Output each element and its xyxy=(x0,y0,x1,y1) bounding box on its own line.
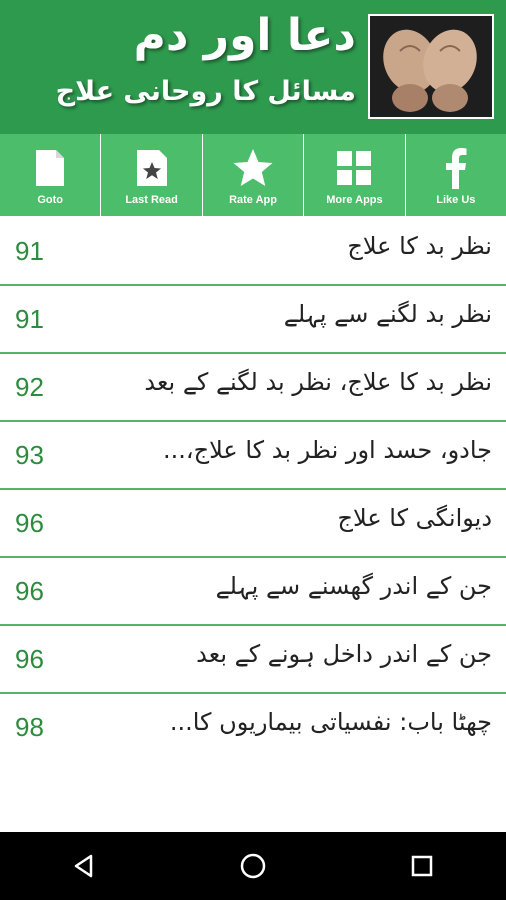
list-item[interactable] xyxy=(0,422,506,490)
rate-app-button[interactable] xyxy=(203,134,304,216)
app-header xyxy=(0,0,506,134)
list-item[interactable] xyxy=(0,218,506,286)
goto-label: Goto xyxy=(37,194,64,206)
chapter-list xyxy=(0,218,506,760)
toolbar xyxy=(0,134,506,216)
star-icon xyxy=(231,146,275,190)
like-us-label: Like Us xyxy=(436,194,476,206)
page-number: 96 xyxy=(15,576,44,606)
praying-hands-image xyxy=(368,14,494,119)
list-item[interactable] xyxy=(0,286,506,354)
home-icon xyxy=(239,852,267,880)
app-title: دعا اور دم xyxy=(133,10,356,61)
chapter-title: جادو، حسد اور نظر بد کا علاج،... xyxy=(162,436,492,464)
back-button[interactable] xyxy=(54,846,114,886)
chapter-title: نظر بد کا علاج xyxy=(347,232,492,260)
list-item[interactable] xyxy=(0,694,506,760)
goto-button[interactable] xyxy=(0,134,101,216)
document-icon xyxy=(28,146,72,190)
chapter-title: چھٹا باب: نفسیاتی بیماریوں کا... xyxy=(169,708,492,736)
chapter-title: نظر بد کا علاج، نظر بد لگنے کے بعد xyxy=(144,368,492,396)
system-nav-bar xyxy=(0,832,506,900)
page-number: 98 xyxy=(15,712,44,742)
list-item[interactable] xyxy=(0,490,506,558)
page-number: 96 xyxy=(15,508,44,538)
chapter-title: دیوانگی کا علاج xyxy=(337,504,492,532)
chapter-title: جن کے اندر گھسنے سے پہلے xyxy=(215,572,492,600)
app-subtitle: مسائل کا روحانی علاج xyxy=(55,76,356,107)
last-read-button[interactable] xyxy=(101,134,202,216)
recents-icon xyxy=(410,854,434,878)
grid-icon xyxy=(332,146,376,190)
page-number: 92 xyxy=(15,372,44,402)
chapter-title: جن کے اندر داخل ہونے کے بعد xyxy=(196,640,492,668)
like-us-button[interactable] xyxy=(406,134,506,216)
list-item[interactable] xyxy=(0,354,506,422)
page-number: 93 xyxy=(15,440,44,470)
home-button[interactable] xyxy=(223,846,283,886)
more-apps-button[interactable] xyxy=(304,134,405,216)
chapter-title: نظر بد لگنے سے پہلے xyxy=(283,300,492,328)
bookmark-star-icon xyxy=(130,146,174,190)
page-number: 91 xyxy=(15,304,44,334)
facebook-icon xyxy=(434,146,478,190)
page-number: 91 xyxy=(15,236,44,266)
last-read-label: Last Read xyxy=(125,194,178,206)
recents-button[interactable] xyxy=(392,846,452,886)
page-number: 96 xyxy=(15,644,44,674)
rate-app-label: Rate App xyxy=(229,194,277,206)
list-item[interactable] xyxy=(0,626,506,694)
back-icon xyxy=(71,853,97,879)
list-item[interactable] xyxy=(0,558,506,626)
more-apps-label: More Apps xyxy=(326,194,383,206)
